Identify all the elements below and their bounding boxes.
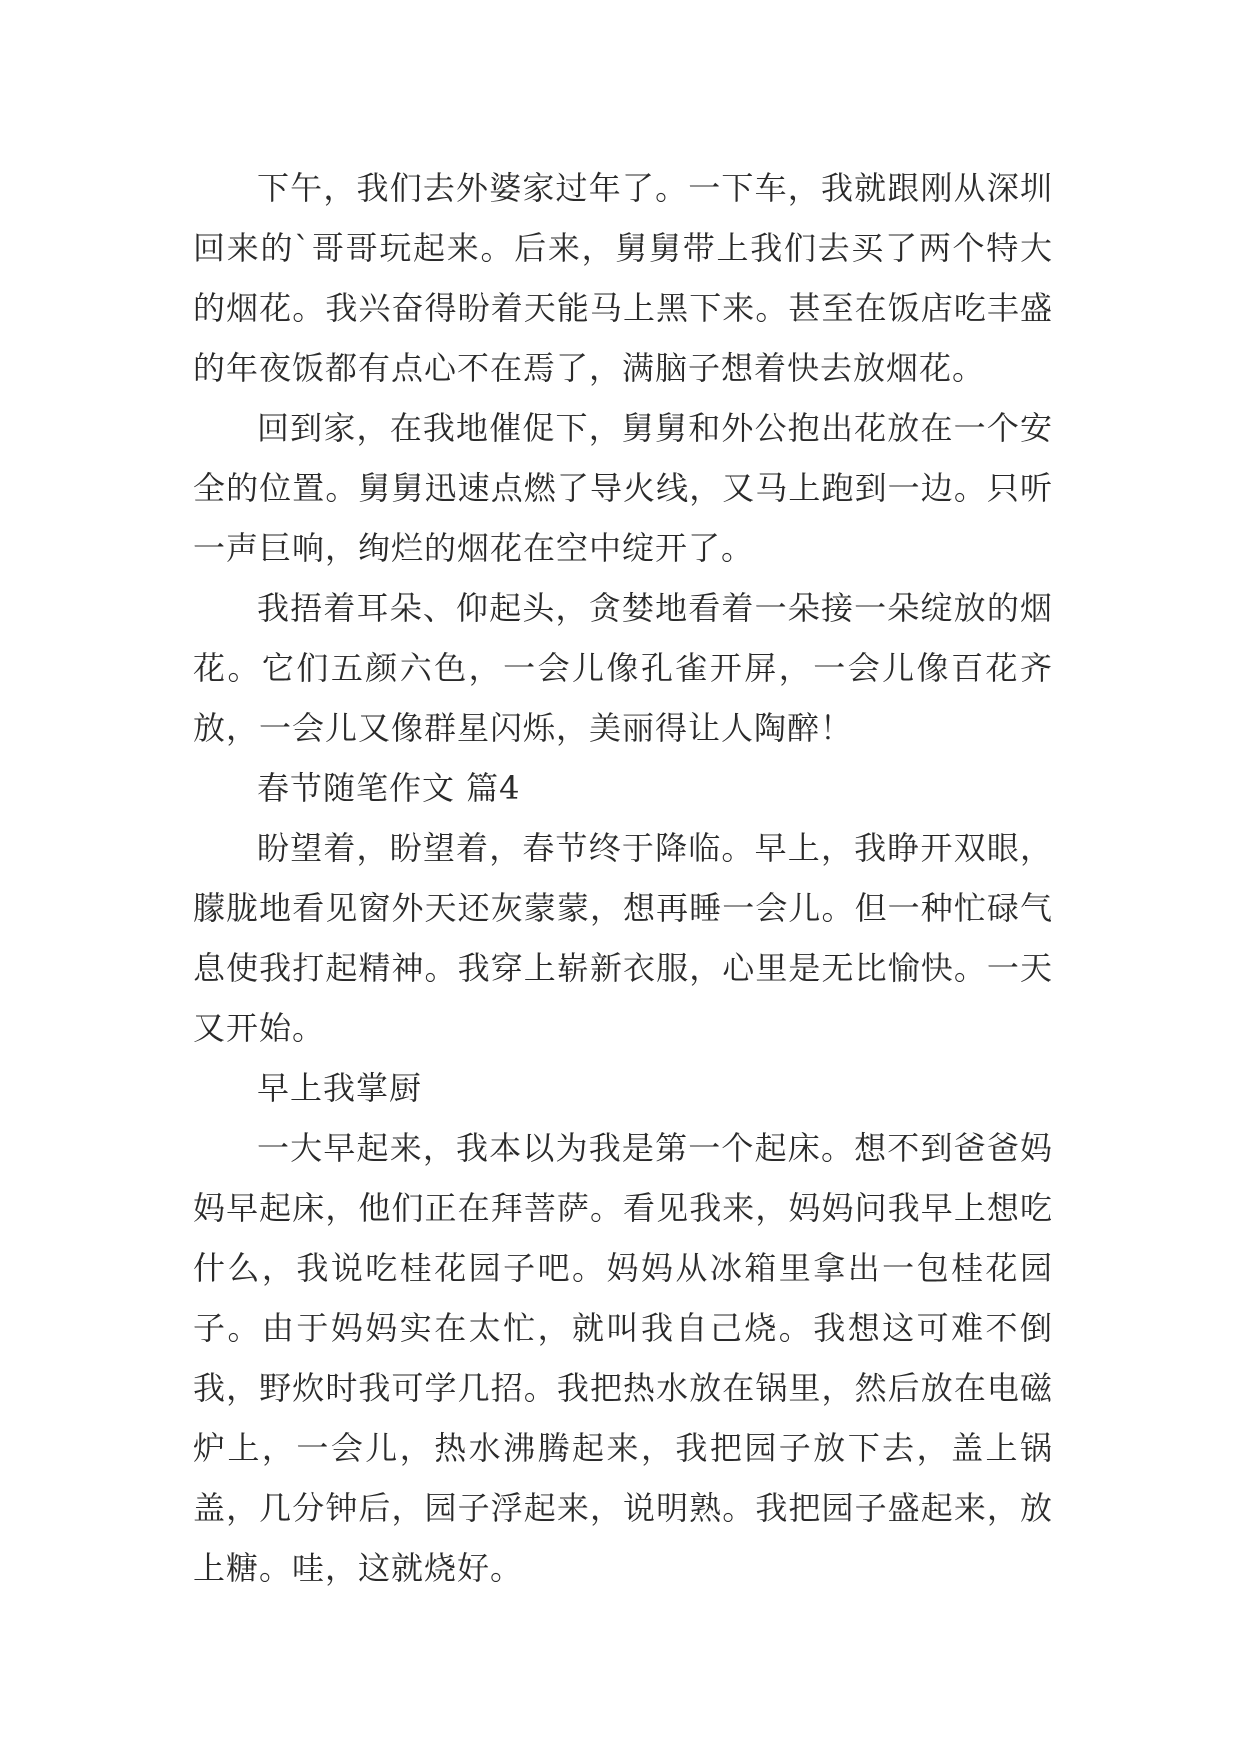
paragraph-fireworks-view: 我捂着耳朵、仰起头，贪婪地看着一朵接一朵绽放的烟花。它们五颜六色，一会儿像孔雀开屏，一会儿像百花齐放，一会儿又像群星闪烁，美丽得让人陶醉！ [193, 589, 1053, 747]
paragraph-afternoon-visit: 下午，我们去外婆家过年了。一下车，我就跟刚从深圳回来的`哥哥玩起来。后来，舅舅带上我们去买了两个特大的烟花。我兴奋得盼着天能马上黑下来。甚至在饭店吃丰盛的年夜饭都有点心不在焉了，满脑子想着快去放烟花。 [193, 169, 1053, 387]
paragraph-spring-festival-morning: 盼望着，盼望着，春节终于降临。早上，我睁开双眼，朦胧地看见窗外天还灰蒙蒙，想再睡一会儿。但一种忙碌气息使我打起精神。我穿上崭新衣服，心里是无比愉快。一天又开始。 [193, 829, 1053, 1047]
paragraph-cooking-dumplings: 一大早起来，我本以为我是第一个起床。想不到爸爸妈妈早起床，他们正在拜菩萨。看见我来，妈妈问我早上想吃什么，我说吃桂花园子吧。妈妈从冰箱里拿出一包桂花园子。由于妈妈实在太忙，就叫我自己烧。我想这可难不倒我，野炊时我可学几招。我把热水放在锅里，然后放在电磁炉上，一会儿，热水沸腾起来，我把园子放下去，盖上锅盖，几分钟后，园子浮起来，说明熟。我把园子盛起来，放上糖。哇，这就烧好。 [193, 1129, 1053, 1587]
document-body [193, 158, 1053, 1598]
subheading-morning-cooking: 早上我掌厨 [257, 1069, 423, 1107]
paragraph-lighting-fireworks: 回到家，在我地催促下，舅舅和外公抱出花放在一个安全的位置。舅舅迅速点燃了导火线，又马上跑到一边。只听一声巨响，绚烂的烟花在空中绽开了。 [193, 409, 1053, 567]
section-heading: 春节随笔作文 篇4 [257, 769, 521, 807]
